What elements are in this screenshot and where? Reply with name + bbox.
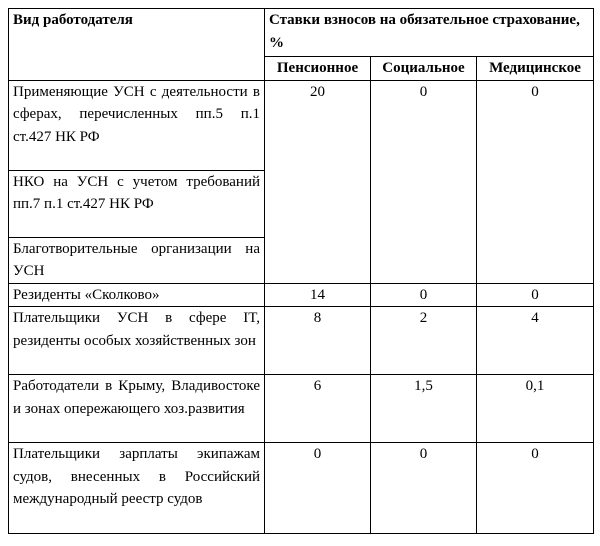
pension-rate-cell: 6 xyxy=(265,375,371,443)
table-row xyxy=(9,283,594,307)
employer-kind-cell: Работодатели в Крыму, Владивостоке и зонах опережающего хоз.развития xyxy=(9,375,265,443)
social-rate-cell: 0 xyxy=(371,283,477,307)
pension-rate-cell: 0 xyxy=(265,443,371,534)
insurance-rates-table xyxy=(8,8,594,534)
employer-kind-cell: НКО на УСН с учетом требований пп.7 п.1 ст.427 НК РФ xyxy=(9,170,265,237)
pension-rate-cell: 14 xyxy=(265,283,371,307)
social-rate-cell: 1,5 xyxy=(371,375,477,443)
table-row xyxy=(9,375,594,443)
social-rate-cell: 2 xyxy=(371,307,477,375)
employer-kind-cell: Применяющие УСН с деятельности в сферах, перечисленных пп.5 п.1 ст.427 НК РФ xyxy=(9,80,265,170)
rates-header: Ставки взносов на обязательное страхование, % xyxy=(265,9,594,57)
employer-type-header: Вид работодателя xyxy=(9,9,265,81)
header-row xyxy=(9,9,594,57)
social-rate-cell: 0 xyxy=(371,80,477,283)
social-header: Социальное xyxy=(371,57,477,81)
medical-header: Медицинское xyxy=(477,57,594,81)
medical-rate-cell: 0 xyxy=(477,283,594,307)
pension-header: Пенсионное xyxy=(265,57,371,81)
table-row xyxy=(9,80,594,170)
pension-rate-cell: 8 xyxy=(265,307,371,375)
medical-rate-cell: 0 xyxy=(477,443,594,534)
pension-rate-cell: 20 xyxy=(265,80,371,283)
employer-kind-cell: Благотворительные организации на УСН xyxy=(9,237,265,283)
medical-rate-cell: 4 xyxy=(477,307,594,375)
employer-kind-cell: Плательщики зарплаты экипажам судов, внесенных в Российский международный реестр судов xyxy=(9,443,265,534)
medical-rate-cell: 0,1 xyxy=(477,375,594,443)
employer-kind-cell: Плательщики УСН в сфере IT, резиденты особых хозяйственных зон xyxy=(9,307,265,375)
social-rate-cell: 0 xyxy=(371,443,477,534)
medical-rate-cell: 0 xyxy=(477,80,594,283)
table-row xyxy=(9,307,594,375)
table-row xyxy=(9,443,594,534)
employer-kind-cell: Резиденты «Сколково» xyxy=(9,283,265,307)
